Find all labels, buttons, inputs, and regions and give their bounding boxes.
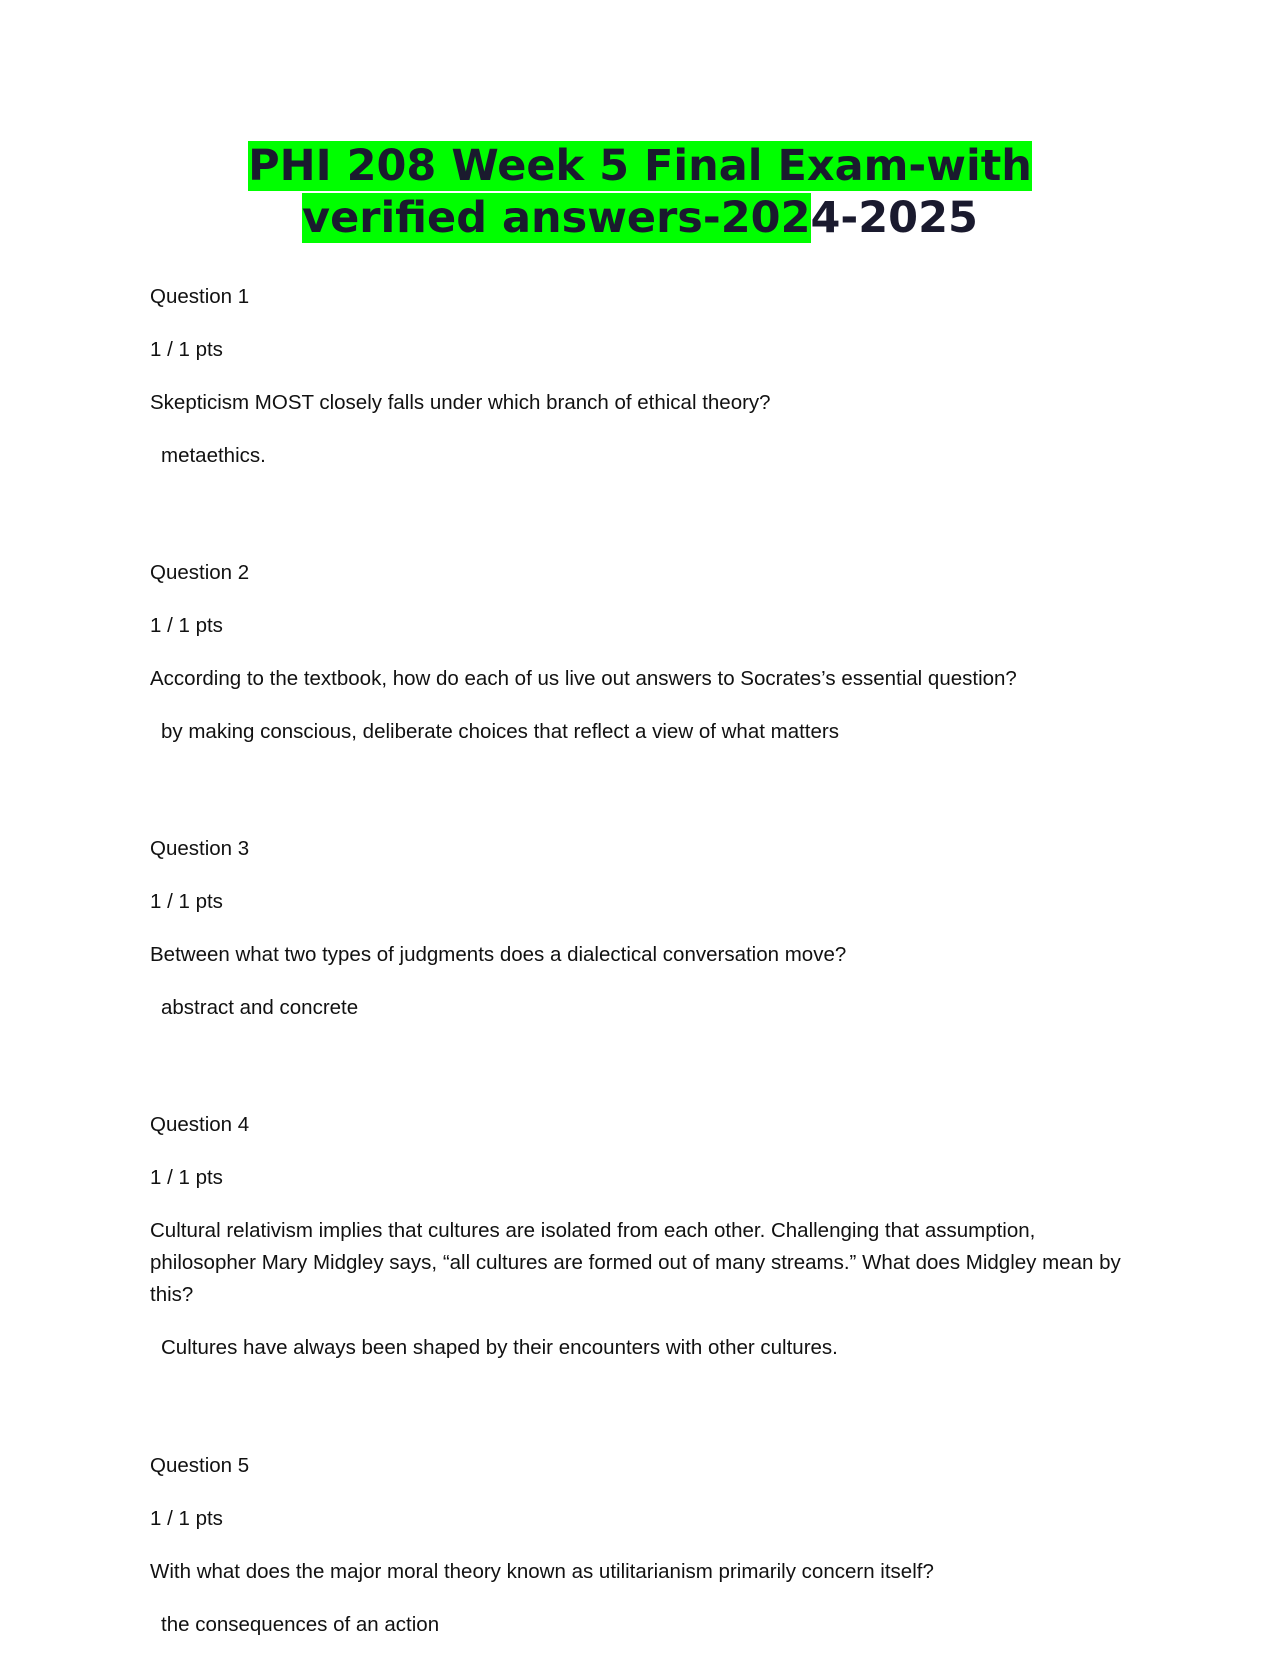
- question-label: Question 1: [150, 285, 250, 308]
- question-text: Between what two types of judgments does a dialectical conversation move?: [150, 943, 847, 966]
- question-block-2: [150, 557, 1140, 748]
- question-points: 1 / 1 pts: [150, 614, 223, 637]
- title-rest-text: 4-2025: [810, 193, 978, 243]
- question-answer: the consequences of an action: [161, 1613, 440, 1636]
- question-block-5: [150, 1450, 1140, 1641]
- question-block-3: [150, 833, 1140, 1024]
- question-text: With what does the major moral theory known as utilitarianism primarily concern itself?: [150, 1560, 934, 1583]
- question-answer: Cultures have always been shaped by their encounters with other cultures.: [161, 1336, 838, 1359]
- question-answer: by making conscious, deliberate choices that reflect a view of what matters: [161, 720, 839, 743]
- question-text: Skepticism MOST closely falls under which branch of ethical theory?: [150, 391, 771, 414]
- question-points: 1 / 1 pts: [150, 890, 223, 913]
- question-label: Question 3: [150, 837, 250, 860]
- questions-list: [150, 281, 1140, 1641]
- page-title: [150, 140, 1130, 244]
- question-block-4: [150, 1109, 1140, 1364]
- question-points: 1 / 1 pts: [150, 1166, 223, 1189]
- question-points: 1 / 1 pts: [150, 1507, 223, 1530]
- question-block-1: [150, 281, 1140, 472]
- question-text: Cultural relativism implies that cultures are isolated from each other. Challenging that assumption, philosopher Mary Midgley says, “all cultures are formed out of many streams.” What does Midgley mean by this?: [150, 1219, 1121, 1306]
- title-highlighted-text: PHI 208 Week 5 Final Exam-with verified answers-202: [248, 141, 1032, 243]
- question-answer: abstract and concrete: [161, 996, 359, 1019]
- question-answer: metaethics.: [161, 444, 266, 467]
- question-label: Question 4: [150, 1113, 250, 1136]
- question-text: According to the textbook, how do each of us live out answers to Socrates’s essential question?: [150, 667, 1017, 690]
- question-points: 1 / 1 pts: [150, 338, 223, 361]
- question-label: Question 2: [150, 561, 250, 584]
- question-label: Question 5: [150, 1454, 250, 1477]
